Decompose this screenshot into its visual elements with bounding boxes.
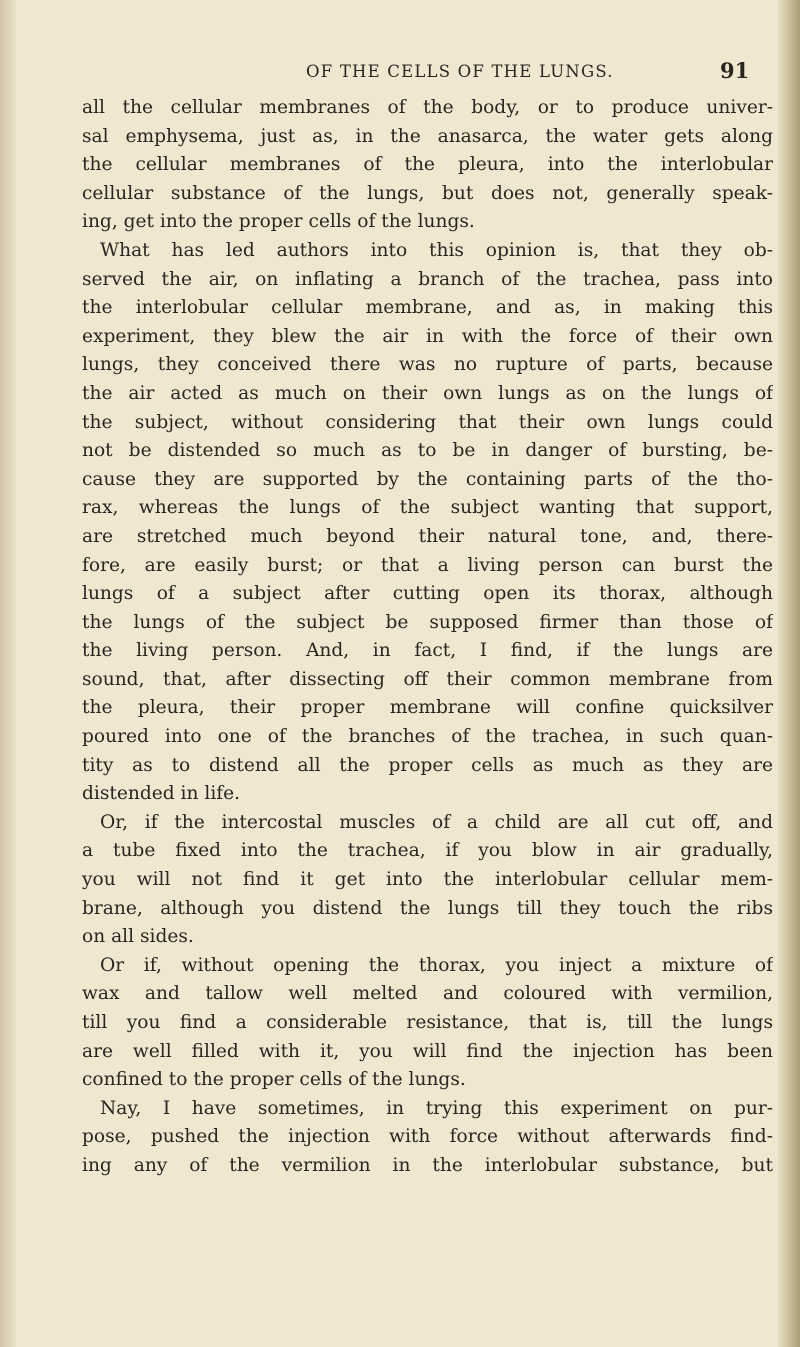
text-line: brane, although you distend the lungs till they touch the ribs [82,897,773,919]
text-line: fore, are easily burst; or that a living person can burst the [82,554,773,576]
text-line: wax and tallow well melted and coloured with vermilion, [82,983,773,1005]
text-line: till you find a considerable resistance, that is, till the lungs [82,1012,773,1033]
text-line: experiment, they blew the air in with the force of their own [82,325,773,347]
body-text [82,94,773,1181]
page-header [70,58,776,88]
text-line: lungs, they conceived there was no rupture of parts, because [82,354,773,376]
text-line: poured into one of the branches of the trachea, in such quan- [82,726,773,748]
text-line: pose, pushed the injection with force without afterwards find- [82,1126,773,1148]
text-line: the lungs of the subject be supposed firmer than those of [82,611,773,633]
text-line: distended in life. [82,783,241,805]
text-line: the living person. And, in fact, I find, if the lungs are [82,640,773,662]
text-line: Or, if the intercostal muscles of a child are all cut off, and [100,811,773,833]
text-line: the cellular membranes of the pleura, into the interlobular [82,154,773,176]
text-line: a tube fixed into the trachea, if you blow in air gradually, [82,840,773,862]
page-number: 91 [720,58,750,83]
text-line: the interlobular cellular membrane, and as, in making this [82,297,773,319]
text-line: are stretched much beyond their natural tone, and, there- [82,525,773,547]
text-line: Or if, without opening the thorax, you inject a mixture of [100,954,773,976]
text-line: the air acted as much on their own lungs as on the lungs of [82,382,773,404]
text-line: cause they are supported by the containing parts of the tho- [82,468,773,490]
text-line: all the cellular membranes of the body, or to produce univer- [82,97,773,118]
text-line: confined to the proper cells of the lungs. [82,1069,466,1091]
running-head: OF THE CELLS OF THE LUNGS. [306,62,614,81]
text-line: on all sides. [82,926,194,948]
text-line: the pleura, their proper membrane will confine quicksilver [82,697,773,719]
text-line: What has led authors into this opinion is, that they ob- [100,239,773,261]
text-line: are well filled with it, you will find the injection has been [82,1040,773,1062]
text-line: sal emphysema, just as, in the anasarca, the water gets along [82,125,773,147]
text-line: not be distended so much as to be in danger of bursting, be- [82,440,773,462]
text-line: sound, that, after dissecting off their common membrane from [82,668,773,690]
page-edge [778,0,800,1347]
gutter-shadow [0,0,16,1347]
text-line: rax, whereas the lungs of the subject wanting that support, [82,497,773,519]
text-line: the subject, without considering that their own lungs could [82,411,773,433]
text-line: ing any of the vermilion in the interlobular substance, but [82,1154,773,1176]
text-line: cellular substance of the lungs, but does not, generally speak- [82,182,773,204]
text-line: Nay, I have sometimes, in trying this experiment on pur- [100,1097,773,1119]
text-line: ing, get into the proper cells of the lungs. [82,211,475,233]
text-line: served the air, on inflating a branch of the trachea, pass into [82,268,773,290]
text-line: lungs of a subject after cutting open its thorax, although [82,583,773,605]
text-line: you will not find it get into the interlobular cellular mem- [82,869,773,891]
text-line: tity as to distend all the proper cells as much as they are [82,754,773,776]
